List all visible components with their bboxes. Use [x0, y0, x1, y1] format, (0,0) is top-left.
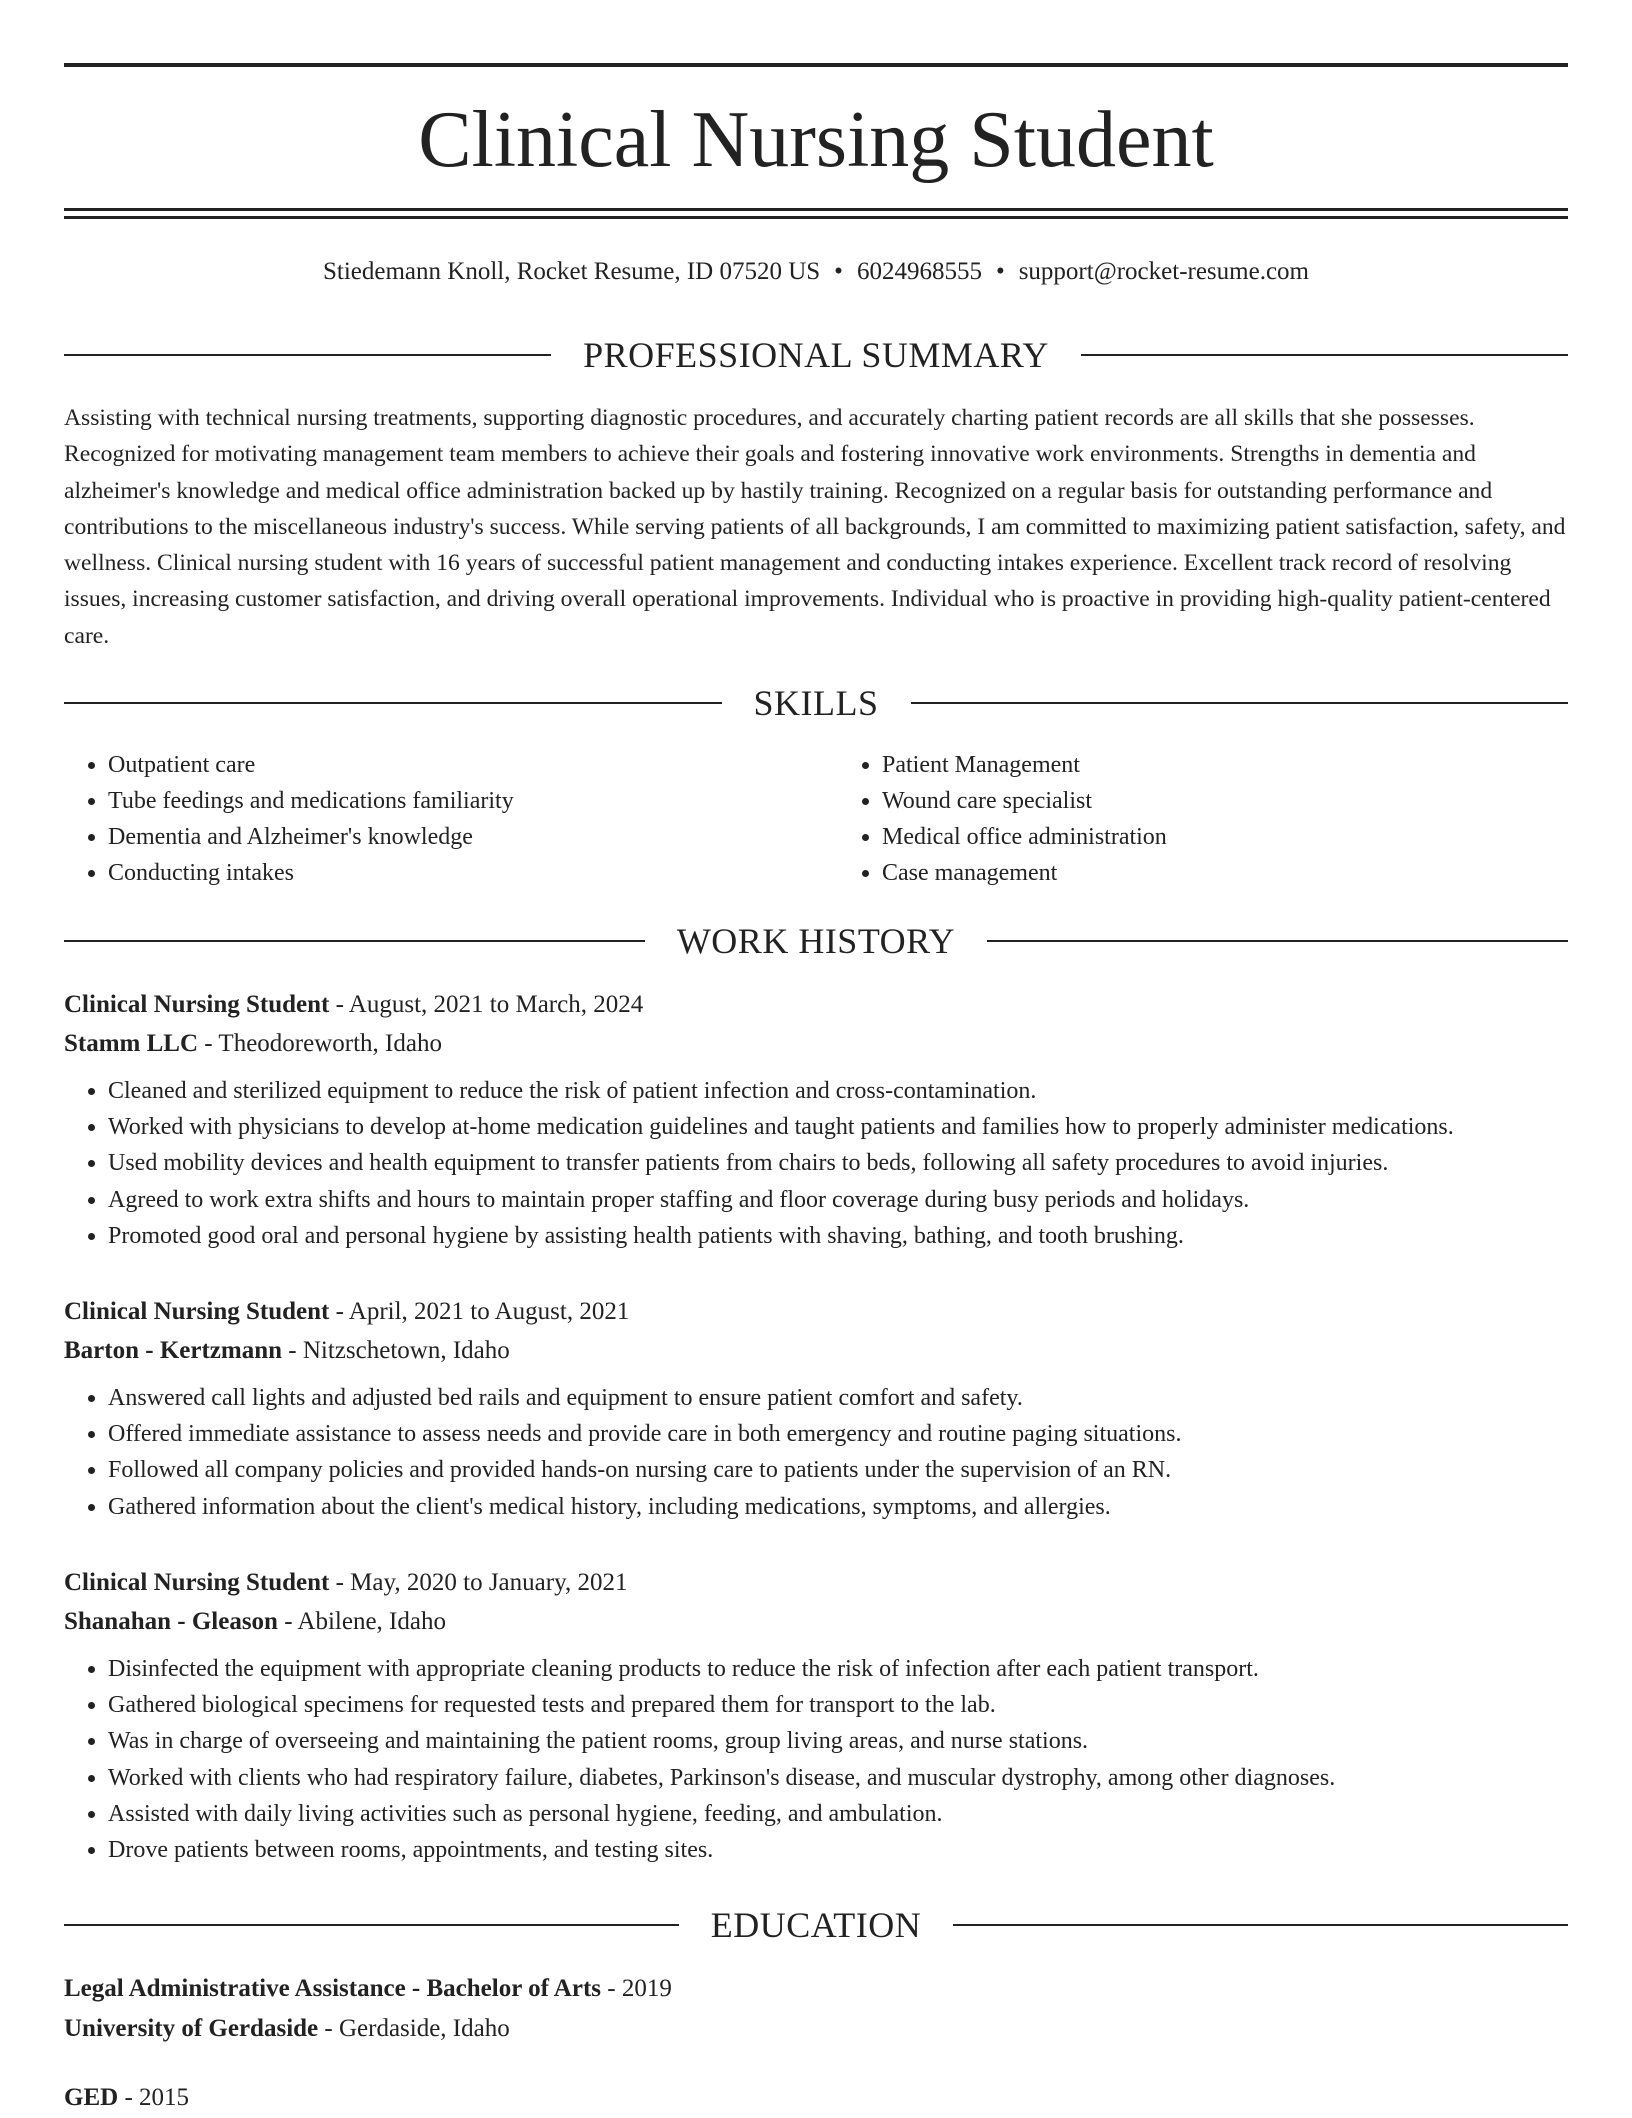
job-company: Shanahan - Gleason: [64, 1608, 278, 1635]
contact-separator: •: [834, 258, 843, 285]
job-title: Clinical Nursing Student: [64, 1569, 330, 1596]
job-bullet: • Drove patients between rooms, appointments, and testing sites.: [108, 1832, 1568, 1868]
skills-list: [64, 747, 1568, 891]
job-dates: - April, 2021 to August, 2021: [329, 1298, 630, 1325]
job-employer: [64, 1603, 1568, 1641]
job-bullet: • Answered call lights and adjusted bed rails and equipment to ensure patient comfort and safety.: [108, 1380, 1568, 1416]
job-title: Clinical Nursing Student: [64, 1298, 330, 1325]
title-top-rule: [64, 63, 1568, 67]
resume-title: Clinical Nursing Student: [418, 96, 1214, 184]
section-header-summary: [64, 333, 1568, 377]
job-entry: [64, 1563, 1568, 1868]
skill-item: • Patient Management: [882, 747, 1568, 783]
summary-text: Assisting with technical nursing treatments, supporting diagnostic procedures, and accurately charting patient records are all skills that she possesses. Recognized for motivating management team members to achieve their goals and fostering innovative work environments. Strengths in dementia and alzheimer's knowledge and medical office administration backed up by hastily training. Recognized on a regular basis for outstanding performance and contributions to the miscellaneous industry's success. While serving patients of all backgrounds, I am committed to maximizing patient satisfaction, safety, and wellness. Clinical nursing student with 16 years of successful patient management and conducting intakes experience. Excellent track record of resolving issues, increasing customer satisfaction, and driving overall operational improvements. Individual who is proactive in providing high-quality patient-centered care.: [64, 405, 1566, 649]
job-title: Clinical Nursing Student: [64, 991, 330, 1018]
skill-item: • Dementia and Alzheimer's knowledge: [108, 819, 794, 855]
section-title-summary: PROFESSIONAL SUMMARY: [583, 335, 1049, 375]
section-rule: [64, 940, 645, 942]
job-company: Barton - Kertzmann: [64, 1337, 283, 1364]
education-school-line: [64, 2009, 1568, 2049]
job-company: Stamm LLC: [64, 1030, 199, 1057]
education-degree: Legal Administrative Assistance - Bachelor of Arts: [64, 1975, 601, 2002]
job-bullet: • Offered immediate assistance to assess needs and provide care in both emergency and routine paging situations.: [108, 1416, 1568, 1452]
job-dates: - May, 2020 to January, 2021: [329, 1569, 628, 1596]
section-header-education: [64, 1903, 1568, 1947]
section-rule: [64, 354, 551, 356]
skills-column-left: [64, 747, 794, 891]
job-entry: [64, 985, 1568, 1254]
section-title-skills: SKILLS: [753, 683, 879, 723]
skill-item: • Case management: [882, 855, 1568, 891]
education-entry: [64, 1969, 1568, 2049]
education-location: - Gerdaside, Idaho: [318, 2015, 510, 2042]
education-entry: [64, 2078, 1568, 2118]
job-bullet: • Worked with clients who had respiratory failure, diabetes, Parkinson's disease, and muscular dystrophy, among other diagnoses.: [108, 1760, 1568, 1796]
section-header-skills: [64, 681, 1568, 725]
skill-item: • Wound care specialist: [882, 783, 1568, 819]
section-rule: [64, 1924, 679, 1926]
section-rule: [987, 940, 1568, 942]
job-dates: - August, 2021 to March, 2024: [329, 991, 644, 1018]
education-year: - 2015: [118, 2084, 190, 2111]
job-bullet: • Disinfected the equipment with appropriate cleaning products to reduce the risk of infection after each patient transport.: [108, 1651, 1568, 1687]
title-bottom-rule: [64, 208, 1568, 211]
job-employer: [64, 1025, 1568, 1063]
section-rule: [911, 702, 1569, 704]
job-location: - Theodoreworth, Idaho: [198, 1030, 442, 1057]
job-bullet: • Followed all company policies and provided hands-on nursing care to patients under the supervision of an RN.: [108, 1452, 1568, 1488]
job-heading: [64, 985, 1568, 1025]
job-bullet: • Agreed to work extra shifts and hours to maintain proper staffing and floor coverage during busy periods and holidays.: [108, 1182, 1568, 1218]
job-bullet: • Gathered biological specimens for requested tests and prepared them for transport to the lab.: [108, 1687, 1568, 1723]
skills-column-right: [838, 747, 1568, 891]
job-entry: [64, 1292, 1568, 1525]
job-heading: [64, 1292, 1568, 1332]
skill-item: • Conducting intakes: [108, 855, 794, 891]
section-rule: [953, 1924, 1568, 1926]
contact-address: Stiedemann Knoll, Rocket Resume, ID 07520 US: [323, 258, 821, 285]
education-school: University of Gerdaside: [64, 2015, 319, 2042]
job-bullets: [64, 1651, 1568, 1868]
job-bullet: • Assisted with daily living activities such as personal hygiene, feeding, and ambulation.: [108, 1796, 1568, 1832]
job-location: - Abilene, Idaho: [277, 1608, 446, 1635]
contact-line: [64, 254, 1568, 290]
skill-item: • Tube feedings and medications familiarity: [108, 783, 794, 819]
contact-email: support@rocket-resume.com: [1018, 258, 1309, 285]
job-bullet: • Cleaned and sterilized equipment to reduce the risk of patient infection and cross-contamination.: [108, 1073, 1568, 1109]
skill-item: • Medical office administration: [882, 819, 1568, 855]
job-bullet: • Was in charge of overseeing and maintaining the patient rooms, group living areas, and nurse stations.: [108, 1723, 1568, 1759]
education-degree-line: [64, 1969, 1568, 2009]
section-title-education: EDUCATION: [710, 1905, 922, 1945]
contact-separator: •: [995, 258, 1005, 285]
job-bullet: • Used mobility devices and health equipment to transfer patients from chairs to beds, following all safety procedures to avoid injuries.: [108, 1145, 1568, 1181]
skill-item: • Outpatient care: [108, 747, 794, 783]
education-degree-line: [64, 2078, 1568, 2118]
contact-phone: 6024968555: [856, 258, 982, 285]
education-year: - 2019: [601, 1975, 672, 2002]
section-title-work: WORK HISTORY: [676, 921, 956, 961]
job-bullet: • Gathered information about the client's medical history, including medications, symptoms, and allergies.: [108, 1489, 1568, 1525]
section-rule: [64, 702, 722, 704]
education-degree: GED: [64, 2084, 119, 2111]
job-employer: [64, 1332, 1568, 1370]
job-bullets: [64, 1073, 1568, 1254]
job-bullet: • Worked with physicians to develop at-home medication guidelines and taught patients and families how to properly administer medications.: [108, 1109, 1568, 1145]
job-heading: [64, 1563, 1568, 1603]
section-rule: [1081, 354, 1568, 356]
job-location: - Nitzschetown, Idaho: [282, 1337, 510, 1364]
job-bullets: [64, 1380, 1568, 1525]
job-bullet: • Promoted good oral and personal hygiene by assisting health patients with shaving, bathing, and tooth brushing.: [108, 1218, 1568, 1254]
section-header-work: [64, 919, 1568, 963]
title-bottom-rule-2: [64, 216, 1568, 219]
